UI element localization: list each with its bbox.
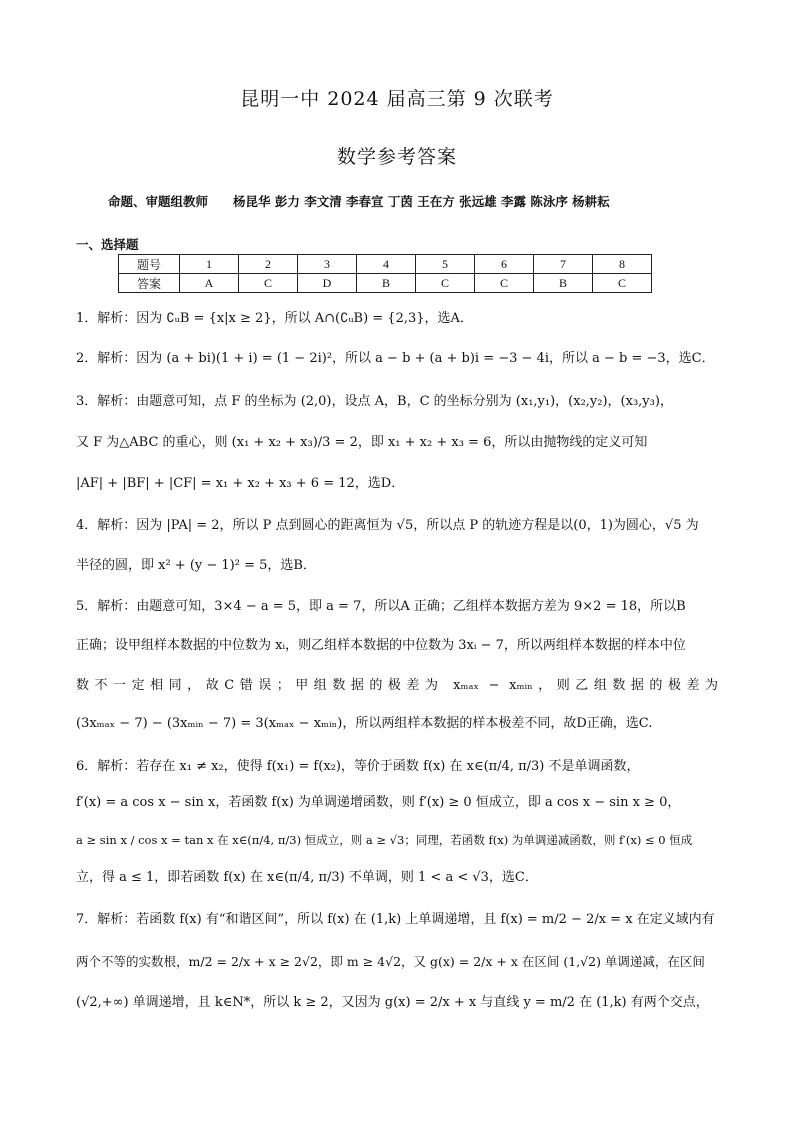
solution-line: 正确；设甲组样本数据的中位数为 xᵢ，则乙组样本数据的中位数为 3xᵢ − 7，所以两组样本数据的样本中位 [76, 638, 686, 653]
solution-line: (√2,+∞) 单调递增，且 k∈N*，所以 k ≥ 2，又因为 g(x) = 2/x + x 与直线 y = m/2 在 (1,k) 有两个交点， [76, 995, 709, 1010]
table-cell: 1 [180, 255, 239, 274]
section-title: 一、选择题 [76, 237, 139, 252]
solution-line: 4．解析：因为 |PA| = 2，所以 P 点到圆心的距离恒为 √5，所以点 P 的轨迹方程是以(0，1)为圆心，√5 为 [76, 518, 699, 533]
solution-line: 5．解析：由题意可知，3×4 − a = 5，即 a = 7，所以A 正确；乙组样本数据方差为 9×2 = 18，所以B [76, 599, 686, 614]
solution-line: 7．解析：若函数 f(x) 有“和谐区间”，所以 f(x) 在 (1,k) 上单调递增，且 f(x) = m/2 − 2/x = x 在定义域内有 [76, 912, 715, 927]
solution-line: 1．解析：因为 ∁ᵤB = {x|x ≥ 2}，所以 A∩(∁ᵤB) = {2,3}，选A． [76, 311, 473, 326]
table-cell: C [416, 274, 475, 293]
table-cell: B [357, 274, 416, 293]
authors-line: 命题、审题组教师 杨昆华 彭力 李文清 李春宣 丁茵 王在方 张远雄 李露 陈泳序 杨耕耘 [108, 194, 610, 209]
solution-line: 3．解析：由题意可知，点 F 的坐标为 (2,0)，设点 A，B，C 的坐标分别为 (x₁,y₁)，(x₂,y₂)，(x₃,y₃)， [76, 394, 673, 409]
table-cell: 4 [357, 255, 416, 274]
table-cell: 3 [298, 255, 357, 274]
table-cell: 5 [416, 255, 475, 274]
table-cell: 题号 [119, 255, 180, 274]
table-cell: C [593, 274, 652, 293]
solution-line: 又 F 为△ABC 的重心，则 (x₁ + x₂ + x₃)/3 = 2，即 x₁ + x₂ + x₃ = 6，所以由抛物线的定义可知 [76, 435, 648, 450]
table-cell: 2 [239, 255, 298, 274]
solution-line: 6．解析：若存在 x₁ ≠ x₂，使得 f(x₁) = f(x₂)，等价于函数 f(x) 在 x∈(π/4, π/3) 不是单调函数， [76, 759, 640, 774]
solution-line: |AF| + |BF| + |CF| = x₁ + x₂ + x₃ + 6 = 12，选D． [76, 476, 405, 491]
table-cell: C [239, 274, 298, 293]
solution-line: (3xₘₐₓ − 7) − (3xₘᵢₙ − 7) = 3(xₘₐₓ − xₘᵢₙ)，所以两组样本数据的样本极差不同，故D正确，选C. [76, 716, 653, 731]
table-cell: 答案 [119, 274, 180, 293]
solution-line: 半径的圆，即 x² + (y − 1)² = 5，选B． [76, 558, 316, 573]
solution-line: a ≥ sin x / cos x = tan x 在 x∈(π/4, π/3) 恒成立，则 a ≥ √3；同理，若函数 f(x) 为单调递减函数，则 f′(x) ≤ 0 恒成 [76, 833, 693, 847]
table-cell: C [475, 274, 534, 293]
solution-line: f′(x) = a cos x − sin x，若函数 f(x) 为单调递增函数，则 f′(x) ≥ 0 恒成立，即 a cos x − sin x ≥ 0， [76, 795, 681, 810]
solution-line: 2．解析：因为 (a + bi)(1 + i) = (1 − 2i)²，所以 a − b + (a + b)i = −3 − 4i，所以 a − b = −3，选C． [76, 351, 715, 366]
table-cell: 7 [534, 255, 593, 274]
table-row [119, 255, 652, 274]
table-cell: D [298, 274, 357, 293]
solution-line: 两个不等的实数根，m/2 = 2/x + x ≥ 2√2，即 m ≥ 4√2，又 g(x) = 2/x + x 在区间 (1,√2) 单调递减，在区间 [76, 954, 705, 969]
table-cell: 6 [475, 255, 534, 274]
page-title: 昆明一中 2024 届高三第 9 次联考 [240, 88, 554, 110]
table-row [119, 274, 652, 293]
table-cell: A [180, 274, 239, 293]
solution-line: 立，得 a ≤ 1，即若函数 f(x) 在 x∈(π/4, π/3) 不单调，则 1 < a < √3，选C． [76, 870, 538, 885]
solution-line: 数不一定相同，故C错误；甲组数据的极差为 xₘₐₓ − xₘᵢₙ，则乙组数据的极差为 [76, 678, 718, 693]
page-subtitle: 数学参考答案 [336, 146, 457, 168]
table-cell: B [534, 274, 593, 293]
answer-table [118, 254, 652, 293]
table-cell: 8 [593, 255, 652, 274]
